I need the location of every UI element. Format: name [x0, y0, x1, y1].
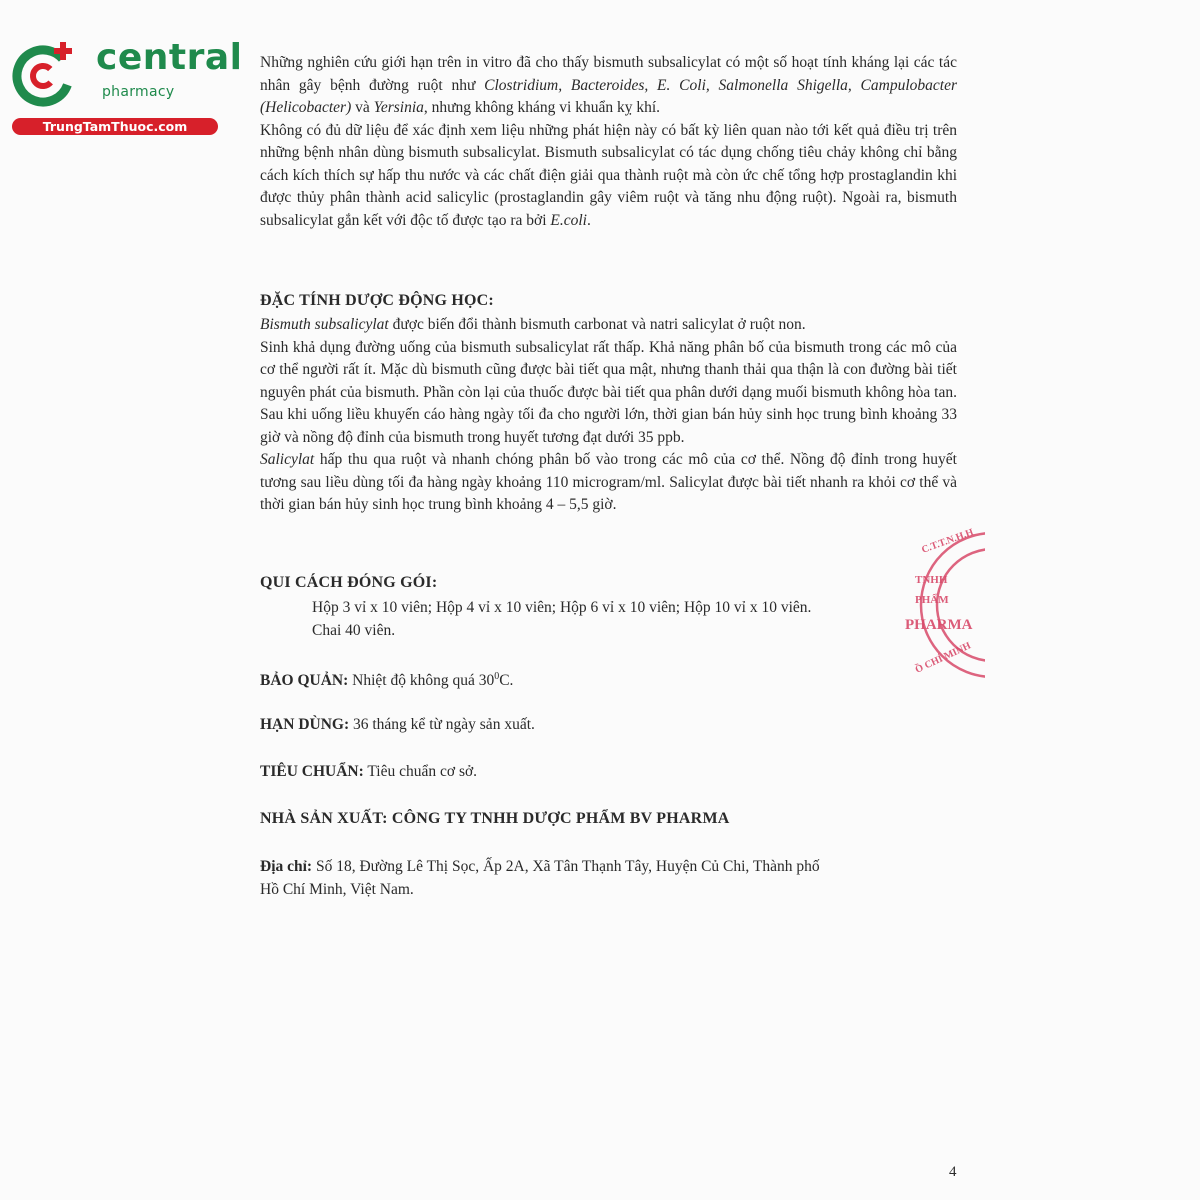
manufacturer-heading: NHÀ SẢN XUẤT: CÔNG TY TNHH DƯỢC PHẨM BV PHARMA	[260, 810, 730, 827]
address-line-1: Địa chỉ: Số 18, Đường Lê Thị Sọc, Ấp 2A, Xã Tân Thạnh Tây, Huyện Củ Chi, Thành phố	[260, 858, 820, 875]
pharmacy-logo-icon	[10, 38, 80, 108]
logo-website-badge: TrungTamThuoc.com	[12, 118, 218, 135]
central-pharmacy-logo[interactable]	[10, 37, 243, 138]
svg-text:TNHH: TNHH	[915, 574, 948, 586]
expiry-label: HẠN DÙNG:	[260, 716, 350, 733]
pk-section	[260, 314, 957, 517]
packing-line-1: Hộp 3 vỉ x 10 viên; Hộp 4 vỉ x 10 viên; Hộp 6 vỉ x 10 viên; Hộp 10 vỉ x 10 viên.	[312, 599, 812, 616]
logo-sub-text: pharmacy	[102, 84, 175, 100]
svg-text:PHẨM: PHẨM	[915, 594, 949, 606]
intro-section	[260, 52, 957, 232]
pk-paragraph-3: Salicylat hấp thu qua ruột và nhanh chóng phân bố vào trong các mô của cơ thể. Nồng độ đỉnh trong huyết tương sau liều dùng tối đa hàng ngày khoảng 110 microgram/ml. Salicylat được bài tiết nhanh ra khỏi cơ thể và thời gian bán hủy sinh học trung bình khoảng 4 – 5,5 giờ.	[260, 451, 957, 513]
svg-text:C.T.T.N.H.H: C.T.T.N.H.H	[920, 526, 976, 556]
logo-brand-text: central	[96, 37, 243, 78]
packing-heading: QUI CÁCH ĐÓNG GÓI:	[260, 574, 438, 591]
address-label: Địa chỉ:	[260, 858, 313, 875]
intro-paragraph-2: Không có đủ dữ liệu để xác định xem liệu những phát hiện này có bất kỳ liên quan nào tới kết quả điều trị trên những bệnh nhân dùng bismuth subsalicylat. Bismuth subsalicylat có tác dụng chống tiêu chảy không chỉ bằng cách kích thích sự hấp thu nước và các chất điện giải qua thành ruột mà còn ức chế tổng hợp prostaglandin khi được thủy phân thành acid salicylic (prostaglandin gây viêm ruột và tăng nhu động ruột). Ngoài ra, bismuth subsalicylat gắn kết với độc tố được tạo ra bởi E.coli.	[260, 121, 957, 229]
pk-paragraph-2: Sinh khả dụng đường uống của bismuth subsalicylat rất thấp. Khả năng phân bố của bismuth trong các mô của cơ thể người rất ít. Mặc dù bismuth cũng được bài tiết qua mật, nhưng thanh thải qua thận là con đường bài tiết nguyên phát của bismuth. Phần còn lại của thuốc được bài tiết qua phân dưới dạng muối bismuth không hòa tan. Sau khi uống liều khuyến cáo hàng ngày tối đa cho người lớn, thời gian bán hủy sinh học trung bình khoảng 33 giờ và nồng độ đỉnh của bismuth trong huyết tương đạt dưới 35 ppb.	[260, 338, 957, 446]
address-line-2: Hồ Chí Minh, Việt Nam.	[260, 881, 414, 898]
standard-line: TIÊU CHUẨN: Tiêu chuẩn cơ sở.	[260, 763, 478, 780]
pk-heading: ĐẶC TÍNH DƯỢC ĐỘNG HỌC:	[260, 292, 494, 309]
packing-line-2: Chai 40 viên.	[312, 622, 396, 639]
pk-paragraph-1: Bismuth subsalicylat được biến đổi thành bismuth carbonat và natri salicylat ở ruột non.	[260, 316, 806, 333]
company-stamp	[905, 525, 985, 685]
intro-paragraph-1: Những nghiên cứu giới hạn trên in vitro đã cho thấy bismuth subsalicylat có một số hoạt tính kháng lại các tác nhân gây bệnh đường ruột như Clostridium, Bacteroides, E. Coli, Salmonella Shigella, Campulobacter (Helicobacter) và Yersinia, nhưng không kháng vi khuẩn kỵ khí.	[260, 54, 957, 116]
svg-text:PHARMA: PHARMA	[905, 617, 973, 633]
storage-label: BẢO QUẢN:	[260, 672, 349, 690]
svg-text:Ồ CHÍ MINH: Ồ CHÍ MINH	[913, 640, 973, 676]
page-number: 4	[949, 1164, 957, 1180]
stamp-seal-icon	[905, 525, 985, 685]
standard-label: TIÊU CHUẨN:	[260, 763, 364, 780]
expiry-line: HẠN DÙNG: 36 tháng kể từ ngày sản xuất.	[260, 716, 535, 733]
storage-line: BẢO QUẢN: Nhiệt độ không quá $30^0C$.	[260, 671, 514, 690]
